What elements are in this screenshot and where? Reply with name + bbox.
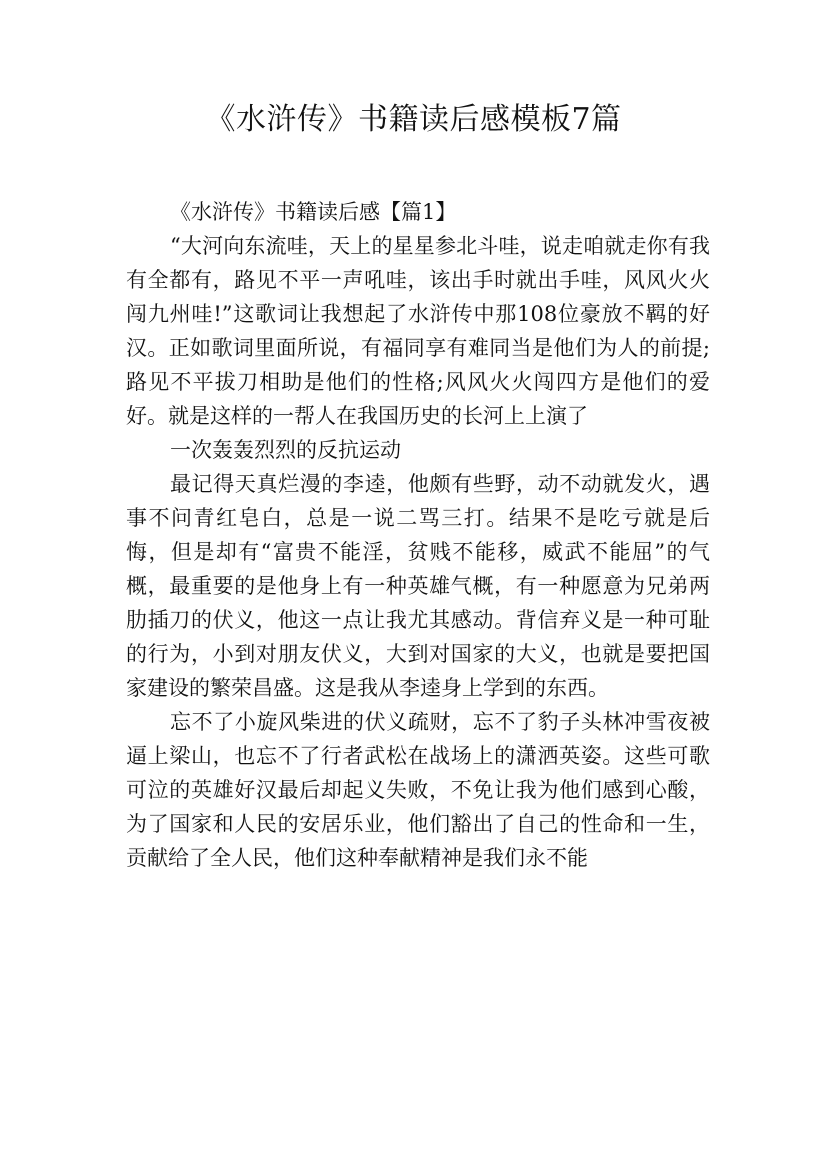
paragraph-li-kui: 最记得天真烂漫的李逵，他颇有些野，动不动就发火，遇事不问青红皂白，总是一说二骂三打。结果不是吃亏就是后悔，但是却有“富贵不能淫，贫贱不能移，威武不能屈”的气概，最重要的是他身上有一种英雄气概，有一种愿意为兄弟两肋插刀的伏义，他这一点让我尤其感动。背信弃义是一种可耻的行为，小到对朋友伏义，大到对国家的大义，也就是要把国家建设的繁荣昌盛。这是我从李逵身上学到的东西。 <box>126 472 710 700</box>
paragraph-song-lyrics: “大河向东流哇，天上的星星参北斗哇，说走咱就走你有我有全都有，路见不平一声吼哇，该出手时就出手哇，风风火火闯九州哇!”这歌词让我想起了水浒传中那108位豪放不羁的好汉。正如歌词里面所说，有福同享有难同当是他们为人的前提;路见不平拔刀相助是他们的性格;风风火火闯四方是他们的爱好。就是这样的一帮人在我国历史的长河上上演了 <box>126 234 710 428</box>
document-body <box>126 195 710 875</box>
section-heading: 《水浒传》书籍读后感【篇1】 <box>170 200 457 224</box>
document-title: 《水浒传》书籍读后感模板7篇 <box>205 102 622 137</box>
paragraph-movement: 一次轰轰烈烈的反抗运动 <box>170 438 401 462</box>
paragraph-heroes: 忘不了小旋风柴进的伏义疏财，忘不了豹子头林冲雪夜被逼上梁山，也忘不了行者武松在战场上的潇洒英姿。这些可歌可泣的英雄好汉最后却起义失败，不免让我为他们感到心酸，为了国家和人民的安居乐业，他们豁出了自己的性命和一生，贡献给了全人民，他们这种奉献精神是我们永不能 <box>126 710 710 870</box>
